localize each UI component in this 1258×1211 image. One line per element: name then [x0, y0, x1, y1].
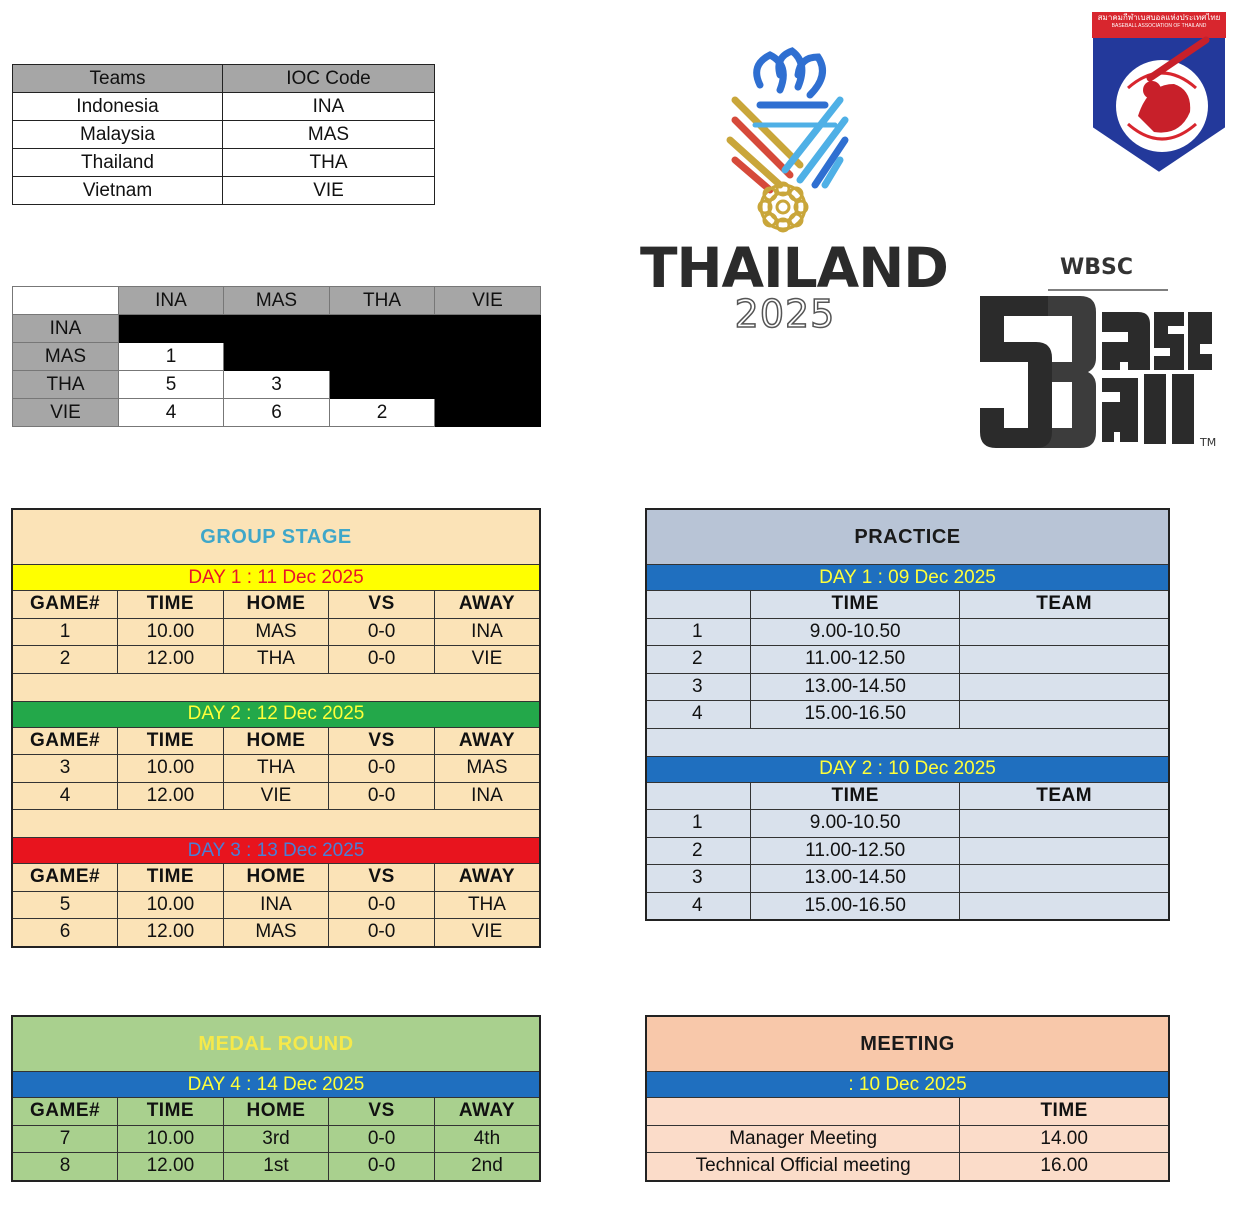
ioc-code-cell: MAS	[223, 121, 435, 149]
game-cell: INA	[223, 891, 329, 919]
day-label: DAY 2 : 12 Dec 2025	[12, 701, 540, 727]
column-header-row	[646, 1098, 1169, 1126]
game-row	[12, 618, 540, 646]
matrix-blank-cell	[330, 315, 435, 343]
column-header: HOME	[223, 864, 329, 892]
practice-title: PRACTICE	[646, 509, 1169, 565]
game-cell: 5	[12, 891, 118, 919]
game-cell: 8	[12, 1153, 118, 1181]
medal-round-title: MEDAL ROUND	[12, 1016, 540, 1072]
game-cell: 0-0	[329, 646, 435, 674]
teams-header-cell: IOC Code	[223, 65, 435, 93]
game-cell: 7	[12, 1125, 118, 1153]
slot-team-cell	[960, 618, 1169, 646]
team-name-cell: Vietnam	[13, 177, 223, 205]
column-header: AWAY	[434, 1098, 540, 1126]
game-cell: 0-0	[329, 891, 435, 919]
team-row	[13, 149, 435, 177]
matrix-row-header: VIE	[13, 399, 119, 427]
column-header: TIME	[118, 591, 224, 619]
day-header-row	[12, 565, 540, 591]
column-header-row	[12, 864, 540, 892]
team-name-cell: Thailand	[13, 149, 223, 177]
spacer-row	[646, 728, 1169, 756]
matrix-game-cell: 2	[330, 399, 435, 427]
matrix-game-cell: 6	[224, 399, 330, 427]
slot-team-cell	[960, 810, 1169, 838]
game-cell: 0-0	[329, 755, 435, 783]
day-label: DAY 2 : 10 Dec 2025	[646, 756, 1169, 782]
column-header-row	[646, 591, 1169, 619]
slot-number-cell: 4	[646, 892, 751, 920]
slot-team-cell	[960, 837, 1169, 865]
day-label: DAY 3 : 13 Dec 2025	[12, 838, 540, 864]
matrix-blank-cell	[119, 315, 224, 343]
matrix-col-header: INA	[119, 287, 224, 315]
game-cell: 10.00	[118, 755, 224, 783]
column-header: VS	[329, 864, 435, 892]
game-cell: THA	[223, 646, 329, 674]
game-cell: 4	[12, 782, 118, 810]
matrix-row	[13, 371, 541, 399]
ioc-code-cell: INA	[223, 93, 435, 121]
matrix-row	[13, 315, 541, 343]
game-cell: 1st	[223, 1153, 329, 1181]
game-cell: THA	[434, 891, 540, 919]
day-label: : 10 Dec 2025	[646, 1072, 1169, 1098]
slot-time-cell: 15.00-16.50	[751, 701, 960, 729]
column-header-row	[12, 1098, 540, 1126]
game-row	[12, 646, 540, 674]
column-header: AWAY	[434, 864, 540, 892]
game-cell: 10.00	[118, 1125, 224, 1153]
slot-number-cell: 1	[646, 810, 751, 838]
column-header	[646, 1098, 960, 1126]
matrix-col-header: MAS	[224, 287, 330, 315]
matrix-game-cell: 3	[224, 371, 330, 399]
practice-table	[645, 508, 1170, 921]
column-header	[646, 591, 751, 619]
slot-number-cell: 4	[646, 701, 751, 729]
practice-title-row	[646, 509, 1169, 565]
column-header: TIME	[960, 1098, 1169, 1126]
practice-slot-row	[646, 618, 1169, 646]
matrix-col-header: THA	[330, 287, 435, 315]
game-cell: 1	[12, 618, 118, 646]
column-header: VS	[329, 727, 435, 755]
matrix-blank-cell	[224, 343, 330, 371]
slot-number-cell: 2	[646, 646, 751, 674]
day-header-row	[646, 1072, 1169, 1098]
day-header-row	[12, 838, 540, 864]
matrix-corner-cell	[13, 287, 119, 315]
game-cell: INA	[434, 618, 540, 646]
slot-time-cell: 15.00-16.50	[751, 892, 960, 920]
column-header: VS	[329, 1098, 435, 1126]
column-header: GAME#	[12, 727, 118, 755]
matrix-col-header: VIE	[435, 287, 541, 315]
practice-slot-row	[646, 837, 1169, 865]
game-cell: 4th	[434, 1125, 540, 1153]
game-cell: 0-0	[329, 919, 435, 947]
column-header: HOME	[223, 727, 329, 755]
column-header-row	[12, 727, 540, 755]
game-cell: 12.00	[118, 1153, 224, 1181]
game-cell: 0-0	[329, 1153, 435, 1181]
day-header-row	[12, 701, 540, 727]
spacer-row	[12, 673, 540, 701]
column-header: GAME#	[12, 1098, 118, 1126]
game-row	[12, 919, 540, 947]
group-stage-title-row	[12, 509, 540, 565]
game-cell: 10.00	[118, 618, 224, 646]
matrix-game-cell: 5	[119, 371, 224, 399]
team-row	[13, 121, 435, 149]
day-label: DAY 1 : 11 Dec 2025	[12, 565, 540, 591]
column-header: TEAM	[960, 591, 1169, 619]
meeting-title: MEETING	[646, 1016, 1169, 1072]
spacer-row	[12, 810, 540, 838]
meeting-name-cell: Manager Meeting	[646, 1125, 960, 1153]
game-cell: MAS	[434, 755, 540, 783]
slot-time-cell: 13.00-14.50	[751, 673, 960, 701]
column-header: TIME	[118, 727, 224, 755]
column-header: GAME#	[12, 864, 118, 892]
slot-time-cell: 9.00-10.50	[751, 618, 960, 646]
matrix-game-cell: 1	[119, 343, 224, 371]
game-cell: MAS	[223, 919, 329, 947]
slot-number-cell: 3	[646, 865, 751, 893]
column-header-row	[12, 591, 540, 619]
game-cell: 10.00	[118, 891, 224, 919]
slot-time-cell: 13.00-14.50	[751, 865, 960, 893]
practice-slot-row	[646, 673, 1169, 701]
column-header: TIME	[118, 864, 224, 892]
column-header: AWAY	[434, 727, 540, 755]
meeting-time-cell: 16.00	[960, 1153, 1169, 1181]
matrix-blank-cell	[435, 315, 541, 343]
practice-slot-row	[646, 646, 1169, 674]
matrix-blank-cell	[330, 371, 435, 399]
game-cell: 12.00	[118, 646, 224, 674]
practice-slot-row	[646, 865, 1169, 893]
column-header: TIME	[751, 591, 960, 619]
slot-team-cell	[960, 892, 1169, 920]
matrix-row-header: MAS	[13, 343, 119, 371]
slot-team-cell	[960, 646, 1169, 674]
game-cell: VIE	[434, 919, 540, 947]
slot-time-cell: 9.00-10.50	[751, 810, 960, 838]
day-header-row	[12, 1072, 540, 1098]
meeting-time-cell: 14.00	[960, 1125, 1169, 1153]
ioc-code-cell: THA	[223, 149, 435, 177]
game-cell: 2nd	[434, 1153, 540, 1181]
column-header	[646, 782, 751, 810]
matrix-row-header: INA	[13, 315, 119, 343]
game-row	[12, 1125, 540, 1153]
game-cell: 0-0	[329, 1125, 435, 1153]
game-row	[12, 755, 540, 783]
column-header: TEAM	[960, 782, 1169, 810]
game-cell: INA	[434, 782, 540, 810]
spacer-cell	[12, 673, 540, 701]
matrix-blank-cell	[435, 343, 541, 371]
column-header-row	[646, 782, 1169, 810]
matrix-header-row	[13, 287, 541, 315]
game-cell: 2	[12, 646, 118, 674]
teams-header-row	[13, 65, 435, 93]
game-cell: 0-0	[329, 782, 435, 810]
game-cell: 3rd	[223, 1125, 329, 1153]
game-cell: 3	[12, 755, 118, 783]
matrix-game-cell: 4	[119, 399, 224, 427]
game-cell: 0-0	[329, 618, 435, 646]
team-row	[13, 93, 435, 121]
practice-slot-row	[646, 810, 1169, 838]
matrix-blank-cell	[224, 315, 330, 343]
game-cell: THA	[223, 755, 329, 783]
game-number-matrix	[12, 286, 541, 427]
team-name-cell: Indonesia	[13, 93, 223, 121]
slot-team-cell	[960, 673, 1169, 701]
group-stage-table	[11, 508, 541, 948]
slot-number-cell: 1	[646, 618, 751, 646]
game-row	[12, 891, 540, 919]
association-name-text: สมาคมกีฬาเบสบอลแห่งประเทศไทย BASEBALL ASSOCIATION OF THAILAND	[1097, 13, 1221, 29]
slot-number-cell: 3	[646, 673, 751, 701]
day-header-row	[646, 565, 1169, 591]
matrix-row-header: THA	[13, 371, 119, 399]
meeting-row	[646, 1125, 1169, 1153]
column-header: TIME	[751, 782, 960, 810]
game-row	[12, 782, 540, 810]
column-header: TIME	[118, 1098, 224, 1126]
game-row	[12, 1153, 540, 1181]
team-row	[13, 177, 435, 205]
medal-round-table	[11, 1015, 541, 1182]
spacer-cell	[646, 728, 1169, 756]
baseball-association-shield-logo	[1088, 8, 1230, 176]
meeting-title-row	[646, 1016, 1169, 1072]
day-label: DAY 4 : 14 Dec 2025	[12, 1072, 540, 1098]
spacer-cell	[12, 810, 540, 838]
game-cell: VIE	[434, 646, 540, 674]
trademark-text: TM	[1200, 436, 1217, 449]
column-header: HOME	[223, 1098, 329, 1126]
slot-number-cell: 2	[646, 837, 751, 865]
game-cell: 12.00	[118, 782, 224, 810]
day-header-row	[646, 756, 1169, 782]
sea-games-year: 2025	[734, 292, 836, 336]
column-header: GAME#	[12, 591, 118, 619]
team-name-cell: Malaysia	[13, 121, 223, 149]
slot-team-cell	[960, 865, 1169, 893]
matrix-blank-cell	[435, 399, 541, 427]
meeting-name-cell: Technical Official meeting	[646, 1153, 960, 1181]
game-cell: 12.00	[118, 919, 224, 947]
ioc-code-cell: VIE	[223, 177, 435, 205]
sea-games-wordmark: THAILAND	[640, 236, 948, 300]
game-cell: MAS	[223, 618, 329, 646]
slot-team-cell	[960, 701, 1169, 729]
meeting-table	[645, 1015, 1170, 1182]
column-header: AWAY	[434, 591, 540, 619]
group-stage-title: GROUP STAGE	[12, 509, 540, 565]
matrix-row	[13, 399, 541, 427]
teams-table	[12, 64, 435, 205]
day-label: DAY 1 : 09 Dec 2025	[646, 565, 1169, 591]
teams-header-cell: Teams	[13, 65, 223, 93]
matrix-blank-cell	[435, 371, 541, 399]
column-header: VS	[329, 591, 435, 619]
medal-round-title-row	[12, 1016, 540, 1072]
matrix-blank-cell	[330, 343, 435, 371]
baseball5-logo	[978, 282, 1217, 452]
slot-time-cell: 11.00-12.50	[751, 646, 960, 674]
game-cell: VIE	[223, 782, 329, 810]
column-header: HOME	[223, 591, 329, 619]
meeting-row	[646, 1153, 1169, 1181]
game-cell: 6	[12, 919, 118, 947]
practice-slot-row	[646, 701, 1169, 729]
matrix-row	[13, 343, 541, 371]
slot-time-cell: 11.00-12.50	[751, 837, 960, 865]
wbsc-text: WBSC	[1060, 255, 1134, 280]
practice-slot-row	[646, 892, 1169, 920]
